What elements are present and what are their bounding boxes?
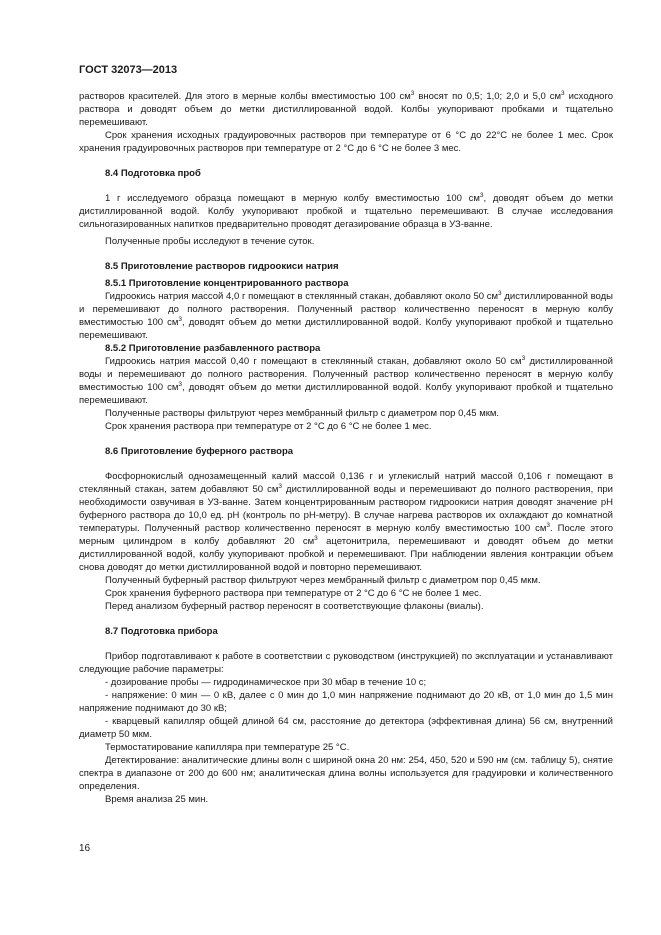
superscript: 3 (314, 534, 318, 542)
text-run: дистиллированной воды и перемешивают до полного растворения. Полученный раствор количественно переносят в мерную колбу вместимостью 100 см (79, 356, 613, 393)
superscript: 3 (479, 191, 484, 199)
page-number: 16 (79, 843, 91, 854)
paragraph-8-7-3: Детектирование: аналитические длины волн с шириной окна 20 нм: 254, 450, 520 и 590 нм (см. таблицу 5), снятие спектра в диапазоне от 200 до 600 нм; аналитическая длина волны используется для градуировки и количественного определения. (79, 755, 613, 792)
subsection-heading-8-5-1: 8.5.1 Приготовление концентрированного раствора (105, 278, 349, 289)
paragraph-8-6-2: Полученный буферный раствор фильтруют через мембранный фильтр с диаметром пор 0,45 мкм. (105, 575, 541, 586)
superscript: 3 (498, 289, 502, 297)
text-run: Гидроокись натрия массой 4,0 г помещают в стеклянный стакан, добавляют около 50 см (105, 291, 499, 302)
paragraph-8-7-1: Прибор подготавливают к работе в соответствии с руководством (инструкцией) по эксплуатации и устанавливают следующие рабочие параметры: (79, 651, 613, 675)
text-run: 1 г исследуемого образца помещают в мерную колбу вместимостью 100 см (105, 193, 480, 204)
text-run: , доводят объем до метки дистиллированной водой. Колбу укупоривают пробкой и тщательно перемешивают. (79, 382, 613, 406)
paragraph-8-5-3: Полученные растворы фильтруют через мембранный фильтр с диаметром пор 0,45 мкм. (105, 408, 500, 419)
paragraph-8-7-2: Термостатирование капилляра при температуре 25 °С. (105, 742, 350, 753)
text-run: Гидроокись натрия массой 0,40 г помещают в стеклянный стакан, добавляют около 50 см (105, 356, 522, 367)
superscript: 3 (178, 380, 183, 388)
text-run: вносят по 0,5; 1,0; 2,0 и 5,0 см (414, 91, 562, 102)
superscript: 3 (561, 89, 565, 97)
paragraph-intro-1 (79, 90, 613, 129)
text-run: исходного раствора и доводят объем до метки дистиллированной водой. Колбы укупоривают пробками и тщательно перемешивают. (79, 91, 614, 128)
text-run: . После этого мерным цилиндром в колбу добавляют 20 см (79, 523, 613, 547)
paragraph-intro-2: Срок хранения исходных градуировочных растворов при температуре от 6 °С до 22°С не более 1 мес. Срок хранения градуировочных растворов при температуре от 2 °С до 6 °С не более 3 мес. (79, 130, 613, 154)
list-item: - напряжение: 0 мин — 0 кВ, далее с 0 мин до 1,0 мин напряжение поднимают до 20 кВ, от 1,0 мин до 1,5 мин напряжение поднимают до 30 кВ; (79, 690, 613, 714)
paragraph-8-6-1 (79, 470, 613, 574)
superscript: 3 (278, 482, 282, 490)
paragraph-8-5-4: Срок хранения раствора при температуре от 2 °С до 6 °С не более 1 мес. (105, 421, 432, 432)
text-run: дистиллированной воды и перемешивают до полного растворения. Полученный раствор количественно переносят в мерную колбу вместимостью 100 см (79, 291, 613, 328)
superscript: 3 (546, 521, 550, 529)
list-item: - дозирование пробы — гидродинамическое при 30 мбар в течение 10 с; (105, 677, 427, 688)
subsection-heading-8-5-2: 8.5.2 Приготовление разбавленного раствора (105, 343, 321, 354)
document-body (79, 90, 613, 806)
text-run: , доводят объем до метки дистиллированной водой. Колбу укупоривают пробкой и тщательно перемешивают. В случае исследования сильногазированных напитков предварительно проводят дегазирование образца в УЗ-ванне. (79, 193, 613, 230)
paragraph-8-6-4: Перед анализом буферный раствор переносят в соответствующие флаконы (виалы). (105, 601, 484, 612)
text-run: , доводят объем до метки дистиллированной водой. Колбу укупоривают пробкой и тщательно перемешивают. (79, 317, 613, 341)
paragraph-8-7-4: Время анализа 25 мин. (105, 794, 209, 805)
text-run: ацетонитрила, перемешивают и доводят объем до метки дистиллированной водой, колбу укупоривают пробкой и перемешивают. При наблюдении явления контракции объем снова доводят до метки дистиллированной водой и повторно перемешивают. (79, 536, 613, 573)
section-heading-8-7: 8.7 Подготовка прибора (105, 626, 218, 637)
section-heading-8-4: 8.4 Подготовка проб (105, 168, 201, 179)
document-header: ГОСТ 32073—2013 (79, 64, 178, 76)
section-heading-8-5: 8.5 Приготовление растворов гидроокиси натрия (105, 261, 339, 272)
text-run: растворов красителей. Для этого в мерные колбы вместимостью 100 см (79, 91, 411, 102)
paragraph-8-6-3: Срок хранения буферного раствора при температуре от 2 °С до 6 °С не более 1 мес. (105, 588, 482, 599)
list-item: - кварцевый капилляр общей длиной 64 см, расстояние до детектора (эффективная длина) 56 см, внутренний диаметр 50 мкм. (79, 716, 613, 740)
paragraph-8-5-2 (79, 355, 613, 407)
superscript: 3 (410, 89, 415, 97)
paragraph-8-5-1 (79, 290, 613, 342)
superscript: 3 (521, 354, 526, 362)
paragraph-8-4-1 (79, 192, 613, 231)
section-heading-8-6: 8.6 Приготовление буферного раствора (105, 446, 294, 457)
text-run: Фосфорнокислый однозамещенный калий массой 0,136 г и углекислый натрий массой 0,106 г помещают в стеклянный стакан, затем добавляют 50 см (79, 471, 613, 495)
superscript: 3 (178, 315, 183, 323)
paragraph-8-4-2: Полученные пробы исследуют в течение суток. (105, 236, 315, 247)
text-run: дистиллированной воды и перемешивают до полного растворения, при необходимости озвучивая в УЗ-ванне. Затем концентрированным раствором гидроокиси натрия доводят значение рН буферного раствора до 10,0 ед. рН (контроль по рН-метру). В случае нагрева растворов их охлаждают до комнатной температуры. Полученный раствор количественно переносят в мерную колбу вместимостью 100 см (79, 484, 613, 534)
